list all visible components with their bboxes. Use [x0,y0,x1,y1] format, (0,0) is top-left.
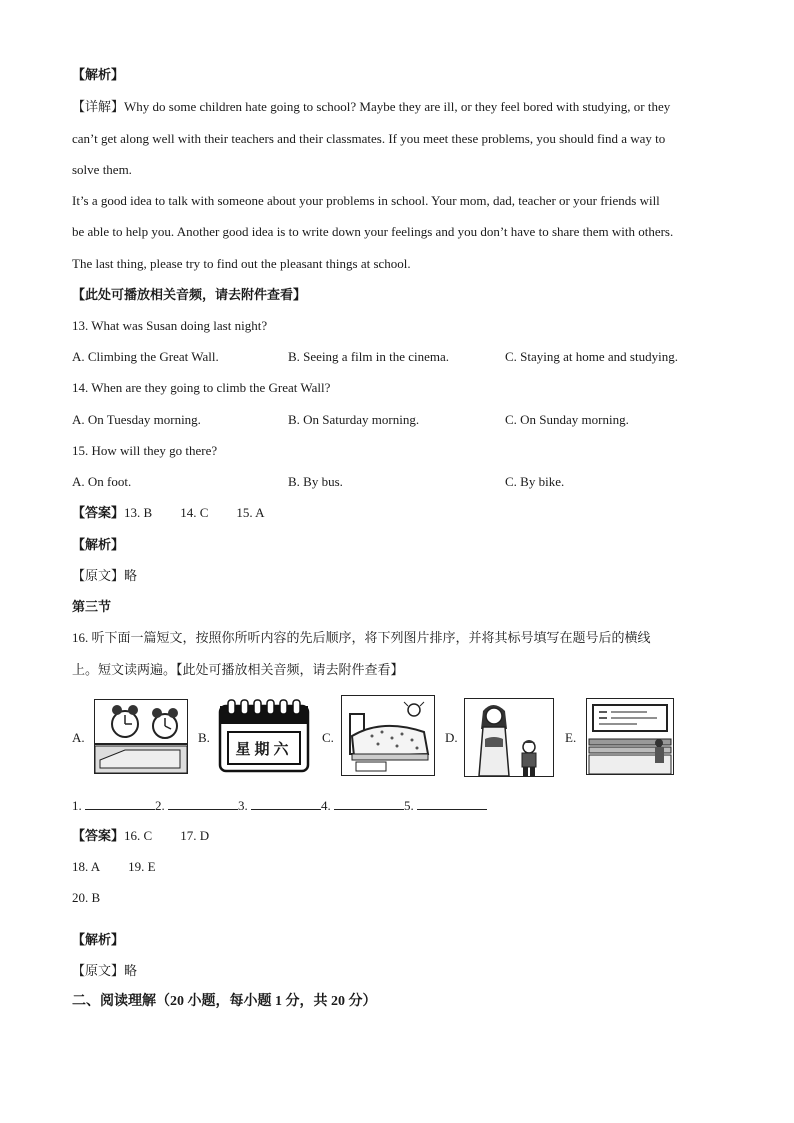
part-2-title: 二、阅读理解（20 小题，每小题 1 分，共 20 分） [72,994,377,1009]
section-3-title: 第三节 [72,599,112,614]
alarm-clocks-icon [95,700,187,773]
answer-19: 19. E [128,859,156,874]
answer-18-19 [72,859,156,875]
blank-label-2: 2. [155,798,165,813]
picture-label-b: B. [198,730,210,745]
analysis-heading-2: 【解析】 [72,537,125,552]
q13-option-b: B. Seeing a film in the cinema. [288,349,450,364]
q13-option-a: A. Climbing the Great Wall. [72,349,219,364]
picture-c-bed [341,695,435,776]
blank-label-3: 3. [238,798,248,813]
blank-label-4: 4. [321,798,331,813]
q14-option-b: B. On Saturday morning. [288,412,420,427]
detail-line-3: solve them. [72,162,132,177]
answer-16: 16. C [124,828,153,843]
q14-option-c: C. On Sunday morning. [505,412,629,427]
answer-13: 13. B [124,505,153,520]
q13-option-c: C. Staying at home and studying. [505,349,678,364]
bed-icon [342,696,434,775]
q16-instruction-2: 上。短文读两遍。【此处可播放相关音频，请去附件查看】 [72,662,404,677]
blank-label-5: 5. [404,798,414,813]
answer-15: 15. A [236,505,265,520]
audio-note: 【此处可播放相关音频，请去附件查看】 [72,287,307,302]
answer-label-2: 【答案】 [72,828,125,843]
picture-label-c: C. [322,730,334,745]
answer-13-15 [72,505,265,521]
answer-14: 14. C [180,505,209,520]
classroom-icon [587,699,673,774]
picture-b-calendar [218,698,310,773]
answer-label: 【答案】 [72,505,125,520]
detail-line-1: 【详解】Why do some children hate going to school? Maybe they are ill, or they feel bored with studying, or they [72,99,671,114]
answer-16-17 [72,828,209,844]
picture-d-mother-and-child [464,698,554,777]
answer-20: 20. B [72,890,101,905]
detail-line-6: The last thing, please try to find out the pleasant things at school. [72,256,411,271]
blank-4[interactable] [334,797,404,810]
blank-1[interactable] [85,797,155,810]
picture-label-d: D. [445,730,458,745]
detail-line-2: can’t get along well with their teachers and their classmates. If you meet these problems, you should find a way to [72,131,666,146]
q15-option-a: A. On foot. [72,474,132,489]
analysis-heading: 【解析】 [72,67,125,82]
question-14: 14. When are they going to climb the Great Wall? [72,380,331,395]
mother-child-icon [465,699,553,776]
blank-3[interactable] [251,797,321,810]
detail-line-5: be able to help you. Another good idea is to write down your feelings and you don’t have to share them with others. [72,224,674,239]
question-13: 13. What was Susan doing last night? [72,318,268,333]
original-text-2: 【原文】略 [72,963,138,978]
detail-line-4: It’s a good idea to talk with someone about your problems in school. Your mom, dad, teacher or your friends will [72,193,660,208]
picture-label-e: E. [565,730,577,745]
q16-instruction-1: 16. 听下面一篇短文，按照你所听内容的先后顺序，将下列图片排序，并将其标号填写在题号后的横线 [72,630,651,645]
question-15: 15. How will they go there? [72,443,218,458]
picture-e-classroom [586,698,674,775]
picture-a-alarm-clocks [94,699,188,774]
blank-2[interactable] [168,797,238,810]
calendar-icon [218,698,310,773]
blank-5[interactable] [417,797,487,810]
q15-option-b: B. By bus. [288,474,343,489]
original-text-1: 【原文】略 [72,568,138,583]
answer-18: 18. A [72,859,101,874]
answer-17: 17. D [180,828,210,843]
blank-label-1: 1. [72,798,82,813]
q14-option-a: A. On Tuesday morning. [72,412,201,427]
calendar-text: 星期六 [235,740,293,758]
answer-blanks [72,797,487,814]
analysis-heading-3: 【解析】 [72,932,125,947]
q15-option-c: C. By bike. [505,474,565,489]
picture-label-a: A. [72,730,85,745]
